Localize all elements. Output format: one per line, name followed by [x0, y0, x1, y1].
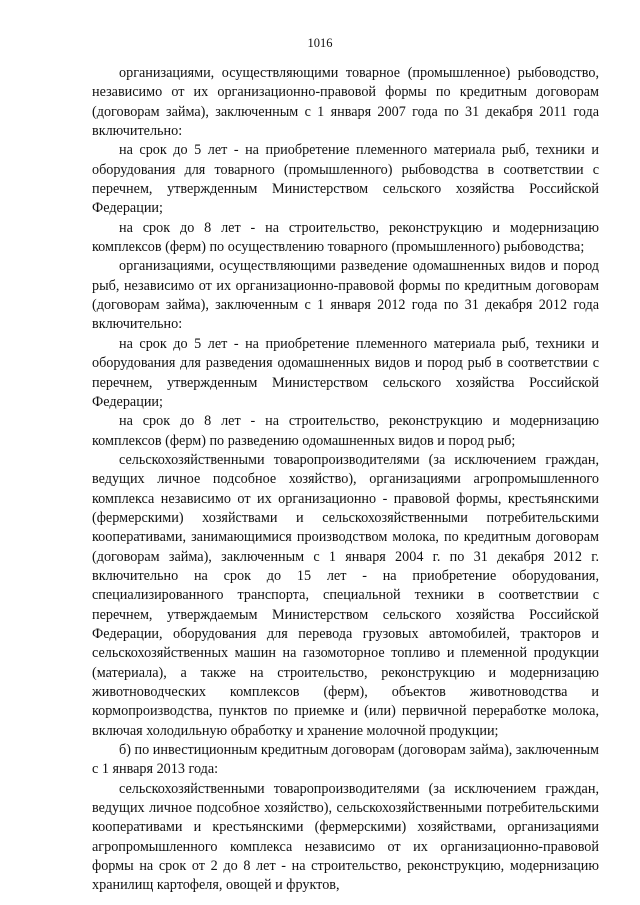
- paragraph-8-years-construction-commercial: на срок до 8 лет - на строительство, реконструкцию и модернизацию комплексов (ферм) по осуществлению товарного (промышленного) рыбоводства;: [92, 219, 599, 256]
- paragraph-domesticated-fish-2012: организациями, осуществляющими разведение одомашненных видов и пород рыб, независимо от их организационно-правовой формы по кредитным договорам (договорам займа), заключенным с 1 января 2012 года по 31 декабря 2012 года включительно:: [92, 258, 599, 333]
- paragraph-item-b-investment-loans: б) по инвестиционным кредитным договорам (договорам займа), заключенным с 1 января 2013 года:: [92, 742, 599, 778]
- paragraph-5-years-equipment-commercial: на срок до 5 лет - на приобретение племенного материала рыб, техники и оборудования для товарного (промышленного) рыбоводства в соответствии с перечнем, утвержденным Министерством сельского хозяйства Российской Федерации;: [92, 142, 599, 217]
- paragraph-5-years-equipment-domesticated: на срок до 5 лет - на приобретение племенного материала рыб, техники и оборудования для разведения одомашненных видов и пород рыб в соответствии с перечнем, утвержденным Министерством сельского хозяйства Российской Федерации;: [92, 335, 599, 410]
- paragraph-8-years-construction-domesticated: на срок до 8 лет - на строительство, реконструкцию и модернизацию комплексов (ферм) по разведению одомашненных видов и пород рыб;: [92, 413, 599, 449]
- paragraph-fish-farming-2007-2011: организациями, осуществляющими товарное (промышленное) рыбоводство, независимо от их организационно-правовой формы по кредитным договорам (договорам займа), заключенным с 1 января 2007 года по 31 декабря 2011 года включительно:: [92, 65, 599, 140]
- page-number: 1016: [307, 36, 333, 50]
- document-body: [92, 64, 599, 896]
- paragraph-storage-facilities: сельскохозяйственными товаропроизводителями (за исключением граждан, ведущих личное подсобное хозяйство), сельскохозяйственными потребительскими кооперативами и крестьянскими (фермерскими) хозяйствами, организациями агропромышленного комплекса независимо от их организационно-правовой формы на срок от 2 до 8 лет - на строительство, реконструкцию, модернизацию хранилищ картофеля, овощей и фруктов,: [92, 780, 599, 894]
- paragraph-milk-producers: сельскохозяйственными товаропроизводителями (за исключением граждан, ведущих личное подсобное хозяйство), организациями агропромышленного комплекса независимо от их организационно - правовой формы, крестьянскими (фермерскими) хозяйствами и сельскохозяйственными потребительскими кооперативами, занимающимися производством молока, по кредитным договорам (договорам займа), заключенным с 1 января 2004 г. по 31 декабря 2012 г. включительно на срок до 15 лет - на приобретение оборудования, специализированного транспорта, специальной техники в соответствии с перечнем, утверждаемым Министерством сельского хозяйства Российской Федерации, оборудования для перевода грузовых автомобилей, тракторов и сельскохозяйственных машин на газомоторное топливо и племенной продукции (материала), а также на строительство, реконструкцию и модернизацию животноводческих комплексов (ферм), объектов животноводства и кормопроизводства, пунктов по приемке и (или) первичной переработке молока, включая холодильную обработку и хранение молочной продукции;: [92, 451, 599, 739]
